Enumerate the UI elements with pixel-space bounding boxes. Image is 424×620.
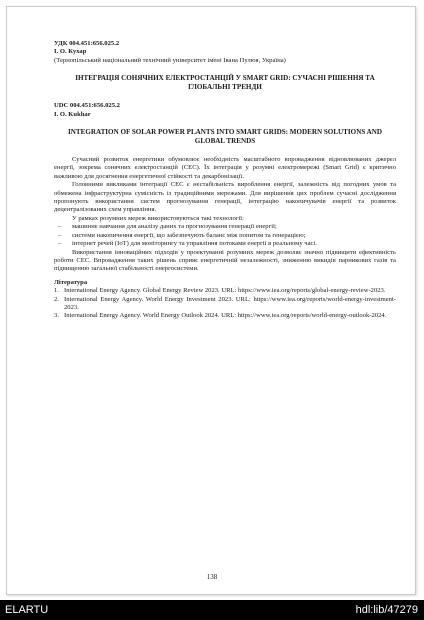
technology-list [54,223,396,248]
dash-bullet: – [58,223,62,231]
reference-text: International Energy Agency. Global Energy Review 2023. URL: https://www.iea.org/reports/global-energy-review-2023. [64,287,386,295]
reference-item [54,296,396,313]
list-item-text: машинне навчання для аналізу даних та прогнозування генерації енергії; [72,223,277,231]
reference-number: 1. [54,287,59,295]
list-item [54,223,396,231]
page-number: 138 [206,573,218,581]
ua-title: ІНТЕГРАЦІЯ СОНЯЧНИХ ЕЛЕКТРОСТАНЦІЙ У SMART GRID: СУЧАСНІ РІШЕННЯ ТА ГЛОБАЛЬНІ ТРЕНДИ [75,74,375,92]
references-list [54,287,396,321]
list-item [54,240,396,248]
en-udc: UDC 004.451:656.025.2 [54,102,120,110]
en-title: INTEGRATION OF SOLAR POWER PLANTS INTO SMART GRIDS: MODERN SOLUTIONS AND GLOBAL TRENDS [67,128,383,146]
body-paragraph-3: У рамках розумних мереж використовуються такі технології: [72,214,244,222]
dash-bullet: – [58,240,62,248]
list-item-text: системи накопичення енергії, що забезпечують баланс між попитом та генерацією; [72,231,306,239]
body-paragraph-1: Сучасний розвиток енергетики обумовлює необхідність масштабного впровадження відновлюваних джерел енергії, зокрема сонячних електростанцій (СЕС). Їх інтеграція у розумні електромережі (Smart Grid) є критично важливою для досягнення енергетичної стійкості та декарбонізації. [54,156,396,180]
body-paragraph-4: Використання інноваційних підходів у проектуванні розумних мереж дозволяє значно підвищити ефективність роботи СЕС. Впровадження таких рішень сприяє енергетичній незалежності, зниженню викидів парникових газів та підвищенню загальної стабільності енергосистеми. [54,248,396,273]
page-content [54,40,396,321]
document-page [6,6,416,595]
body-paragraph-2: Головними викликами інтеграції СЕС є нестабільність вироблення енергії, залежність від погодних умов та обмежена інфраструктурна сумісність із традиційними мережами. Для вирішення цих проблем сучасні дослідження пропонують використання систем прогнозування генерації, інтеграцію накопичувачів енергії та розвиток децентралізованих схем управління. [54,181,396,214]
dash-bullet: – [58,231,62,239]
repository-name: ELARTU [5,604,49,616]
handle-id: hdl:lib/47279 [355,604,418,616]
ua-udk: УДК 004.451:656.025.2 [54,40,120,47]
repository-footer-bar [0,600,424,620]
ua-affiliation: (Тернопільський національний технічний університет імені Івана Пулюя, Україна) [54,56,286,64]
en-author: I. O. Kukhar [54,110,91,118]
reference-item [54,312,396,320]
list-item [54,232,396,240]
ua-author: І. О. Кухар [54,48,87,56]
list-item-text: інтернет речей (IoT) для моніторингу та управління потоками енергії в реальному часі. [72,240,317,248]
reference-number: 3. [54,312,59,320]
reference-item [54,287,396,295]
reference-text: International Energy Agency. World Energy Outlook 2024. URL: https://www.iea.org/reports/world-energy-outlook-2024. [64,312,387,320]
references-heading: Література [54,278,88,286]
reference-text: International Energy Agency. World Energy Investment 2023. URL: https://www.iea.org/reports/world-energy-investment-2023. [64,295,396,311]
reference-number: 2. [54,295,59,303]
